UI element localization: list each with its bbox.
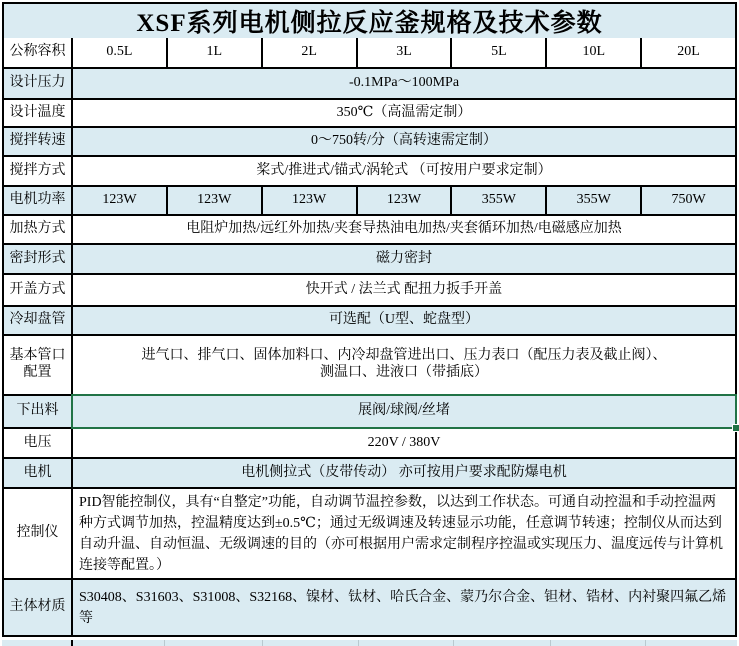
row-label-text: 密封形式 <box>9 250 66 266</box>
row-label-text: 电机 <box>23 464 52 480</box>
row-label[interactable] <box>4 69 73 98</box>
row-motor-power <box>4 185 735 214</box>
gridline <box>550 640 551 646</box>
gridline <box>645 640 646 646</box>
row-label[interactable] <box>4 128 73 155</box>
row-design-temperature <box>4 98 735 126</box>
row-label[interactable] <box>4 580 73 635</box>
spec-cell[interactable]: -0.1MPa～100MPa <box>348 75 460 91</box>
spec-cell[interactable]: 123W <box>168 187 263 214</box>
selected-cell[interactable] <box>73 396 735 427</box>
spec-cell[interactable]: 123W <box>263 187 358 214</box>
row-cooling-coil <box>4 305 735 334</box>
fill-handle[interactable] <box>732 424 739 432</box>
next-row-partial <box>2 640 737 646</box>
spec-cell[interactable]: 电阻炉加热/远红外加热/夹套导热油电加热/夹套循环加热/电磁感应加热 <box>186 221 622 237</box>
row-label-text: 电压 <box>23 434 52 450</box>
spec-cell[interactable]: 1L <box>168 38 263 67</box>
gridline <box>71 640 73 646</box>
spec-cell[interactable] <box>73 336 735 394</box>
row-label-text: 搅拌方式 <box>9 162 66 178</box>
row-label[interactable] <box>4 100 73 126</box>
spec-cell[interactable]: S30408、S31603、S31008、S32168、镍材、钛材、哈氏合金、蒙乃尔合金、钽材、锆材、内衬聚四氟乙烯等 <box>79 589 727 626</box>
row-label-text: 设计温度 <box>9 104 66 120</box>
row-label[interactable] <box>4 157 73 185</box>
row-stir-mode <box>4 155 735 185</box>
row-label[interactable] <box>4 307 73 334</box>
row-label-text: 控制仪 <box>16 525 59 541</box>
row-label[interactable] <box>4 38 73 67</box>
row-port-configuration <box>4 334 735 394</box>
spec-cell[interactable]: PID智能控制仪，具有“自整定”功能，自动调节温控参数，以达到工作状态。可通自动控温和手动控温两种方式调节加热，控温精度达到±0.5℃；通过无级调速及转速显示功能，任意调节转速；控制仪从而达到自动升温、自动恒温、无级调速的目的（亦可根据用户需求定制程序控温或实现压力、温度远传与计算机连接等配置。） <box>79 494 723 573</box>
row-label[interactable] <box>4 336 73 394</box>
spec-cell[interactable]: 10L <box>547 38 642 67</box>
row-label-text: 开盖方式 <box>9 281 66 297</box>
row-label-text: 搅拌转速 <box>9 133 66 149</box>
spec-cell[interactable]: 350℃（高温需定制） <box>336 104 472 120</box>
row-stir-speed <box>4 126 735 155</box>
gridline <box>453 640 454 646</box>
row-seal-type <box>4 243 735 273</box>
row-label[interactable] <box>4 275 73 305</box>
row-motor <box>4 457 735 487</box>
row-label[interactable] <box>4 396 73 427</box>
gridline <box>262 640 263 646</box>
row-label-text: 设计压力 <box>9 75 66 91</box>
spec-cell[interactable]: 355W <box>547 187 642 214</box>
row-label-text: 基本管口配置 <box>9 348 66 380</box>
row-label-text: 下出料 <box>16 403 59 419</box>
row-label[interactable] <box>4 489 73 578</box>
spec-cell[interactable]: 0.5L <box>73 38 168 67</box>
gridline <box>164 640 165 646</box>
spec-cell[interactable]: 磁力密封 <box>376 250 432 266</box>
spec-cell[interactable]: 20L <box>677 44 700 60</box>
spec-cell[interactable]: 355W <box>452 187 547 214</box>
spec-cell[interactable]: 快开式 / 法兰式 配扭力扳手开盖 <box>305 281 503 297</box>
spec-cell[interactable]: 可选配（U型、蛇盘型） <box>328 312 480 328</box>
spec-cell-line: 测温口、进液口（带插底） <box>320 365 488 380</box>
row-label[interactable] <box>4 459 73 487</box>
gridline <box>358 640 359 646</box>
spec-table <box>2 2 737 637</box>
spec-cell[interactable]: 电机侧拉式（皮带传动） 亦可按用户要求配防爆电机 <box>241 464 567 480</box>
spec-cell[interactable]: 2L <box>263 38 358 67</box>
spec-cell[interactable]: 桨式/推进式/锚式/涡轮式 （可按用户要求定制） <box>256 162 552 178</box>
spec-cell[interactable]: 750W <box>671 192 706 208</box>
row-label-text: 主体材质 <box>9 599 66 615</box>
row-label[interactable] <box>4 245 73 273</box>
spec-cell[interactable]: 5L <box>452 38 547 67</box>
spec-cell[interactable]: 123W <box>358 187 453 214</box>
row-bottom-discharge <box>4 394 735 427</box>
spec-cell[interactable]: 3L <box>358 38 453 67</box>
spec-cell[interactable]: 0～750转/分（高转速需定制） <box>311 133 497 149</box>
row-lid-opening <box>4 273 735 305</box>
row-label[interactable] <box>4 187 73 214</box>
spec-cell[interactable]: 123W <box>73 187 168 214</box>
row-heating-mode <box>4 214 735 243</box>
spec-cell-line: 进气口、排气口、固体加料口、内冷却盘管进出口、压力表口（配压力表及截止阀）、 <box>141 348 667 364</box>
row-design-pressure <box>4 67 735 98</box>
row-label-text: 冷却盘管 <box>9 312 66 328</box>
spec-cell[interactable]: 220V / 380V <box>367 434 441 450</box>
row-label[interactable] <box>4 216 73 243</box>
table-title: XSF系列电机侧拉反应釜规格及技术参数 <box>4 4 735 38</box>
row-label[interactable] <box>4 429 73 457</box>
row-controller <box>4 487 735 578</box>
row-label-text: 电机功率 <box>9 192 66 208</box>
row-voltage <box>4 427 735 457</box>
spec-cell-text: 展阀/球阀/丝堵 <box>358 403 450 419</box>
row-label-text: 公称容积 <box>9 44 66 60</box>
row-body-material <box>4 578 735 635</box>
row-nominal-volume <box>4 38 735 67</box>
row-label-text: 加热方式 <box>9 221 66 237</box>
